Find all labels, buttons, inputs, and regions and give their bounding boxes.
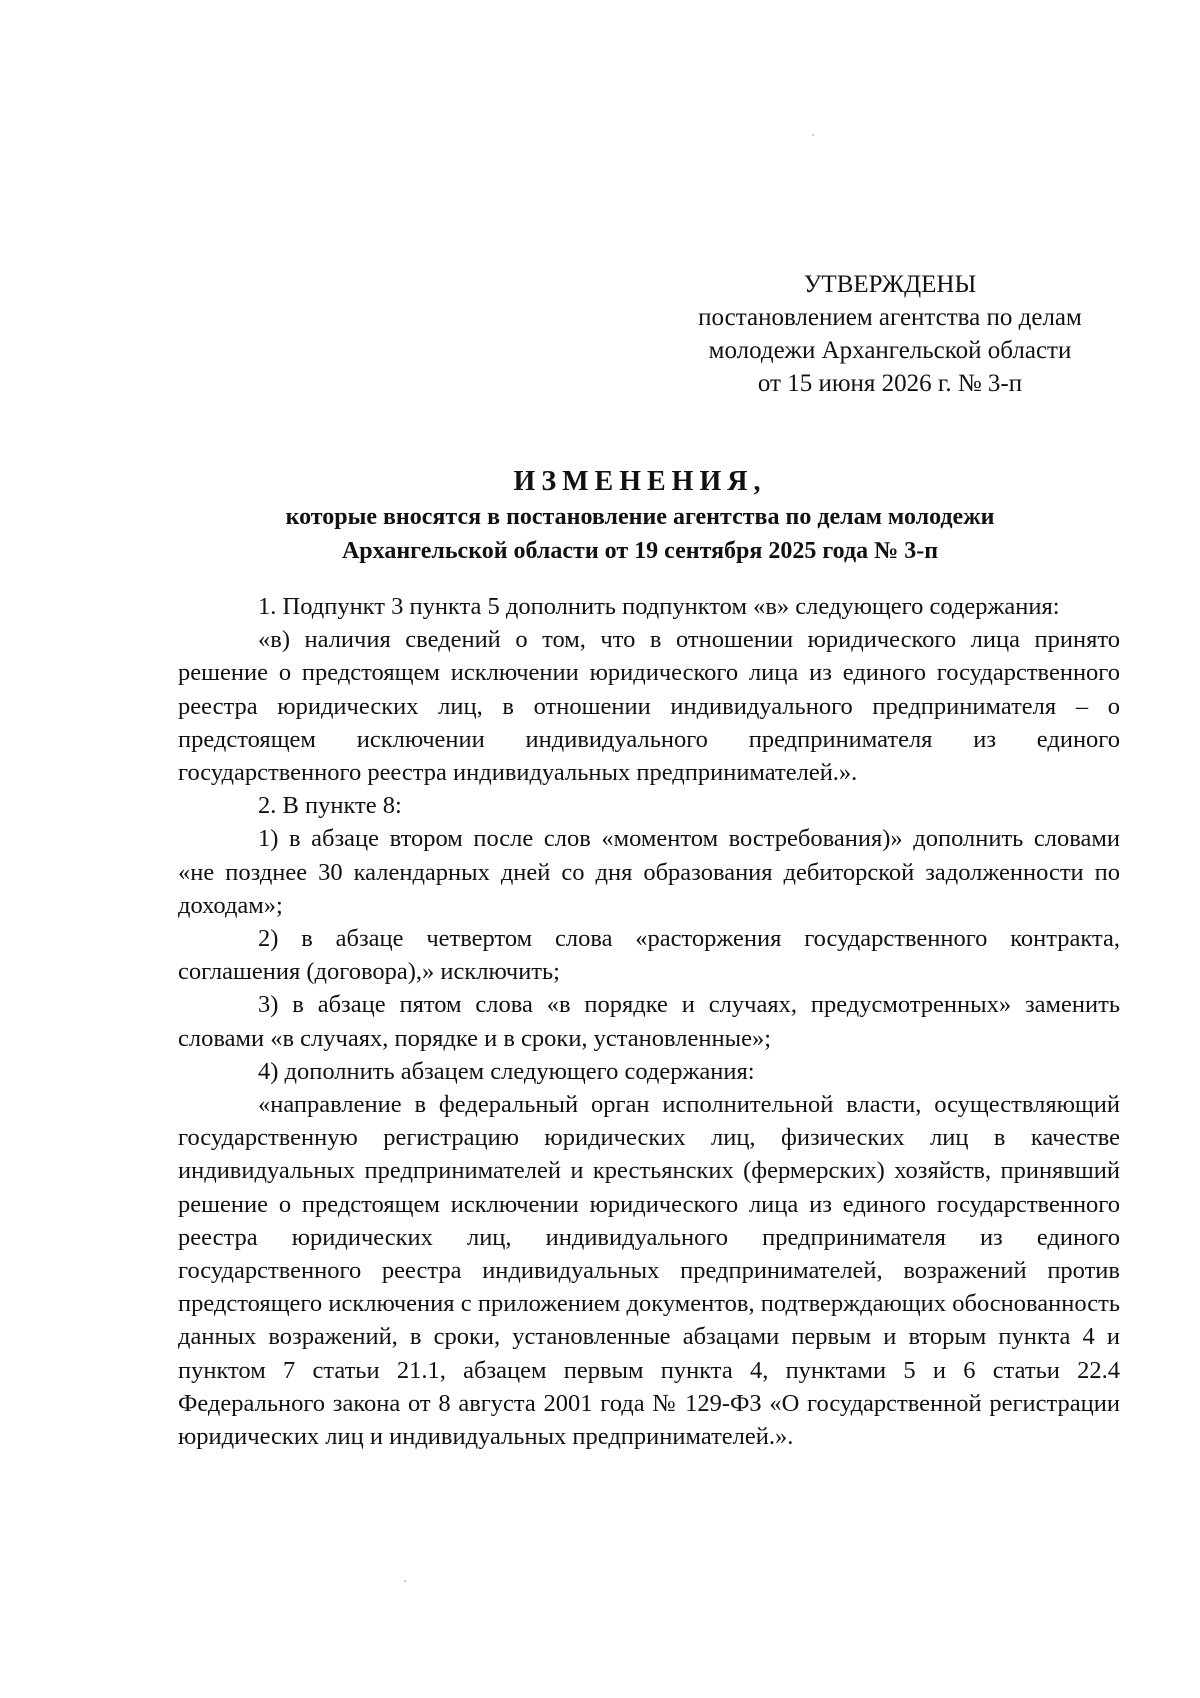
paragraph-new-abzac: «направление в федеральный орган исполнительной власти, осуществляющий государственную регистрацию юридических лиц, физических лиц в качестве индивидуальных предпринимателей и крестьянских (фермерских) хозяйств, принявший решение о предстоящем исключении юридического лица из единого государственного реестра юридических лиц, индивидуального предпринимателя из единого государственного реестра индивидуальных предпринимателей, возражений против предстоящего исключения с приложением документов, подтверждающих обоснованность данных возражений, в сроки, установленные абзацами первым и вторым пункта 4 и пунктом 7 статьи 21.1, абзацем первым пункта 4, пунктами 5 и 6 статьи 22.4 Федерального закона от 8 августа 2001 года № 129-ФЗ «О государственной регистрации юридических лиц и индивидуальных предпринимателей.». bbox=[178, 1091, 1120, 1451]
heading-title: ИЗМЕНЕНИЯ, bbox=[513, 466, 767, 497]
approval-block bbox=[660, 268, 1120, 400]
paragraph-subitem-v: «в) наличия сведений о том, что в отношении юридического лица принято решение о предстоящем исключении юридического лица из единого государственного реестра юридических лиц, в отношении индивидуального предпринимателя – о предстоящем исключении индивидуального предпринимателя из единого государственного реестра индивидуальных предпринимателей.». bbox=[178, 626, 1120, 787]
paragraph-subitem-2: 2) в абзаце четвертом слова «расторжения государственного контракта, соглашения (договора),» исключить; bbox=[178, 925, 1120, 986]
approval-line-3: от 15 июня 2026 г. № 3-п bbox=[757, 370, 1023, 397]
scan-speck bbox=[404, 1580, 406, 1582]
approval-line-2: молодежи Архангельской области bbox=[708, 337, 1072, 364]
heading-subtitle-line-2: Архангельской области от 19 сентября 2025 года № 3-п bbox=[341, 538, 939, 564]
approval-line-1: постановлением агентства по делам bbox=[698, 304, 1082, 331]
paragraph-subitem-1: 1) в абзаце втором после слов «моментом востребования)» дополнить словами «не позднее 30 календарных дней со дня образования дебиторской задолженности по доходам»; bbox=[178, 825, 1120, 919]
document-heading bbox=[160, 464, 1120, 568]
approval-title: УТВЕРЖДЕНЫ bbox=[803, 271, 977, 298]
document-body bbox=[178, 590, 1120, 1453]
paragraph-subitem-3: 3) в абзаце пятом слова «в порядке и случаях, предусмотренных» заменить словами «в случаях, порядке и в сроки, установленные»; bbox=[178, 991, 1120, 1052]
heading-subtitle-line-1: которые вносятся в постановление агентства по делам молодежи bbox=[285, 504, 995, 530]
paragraph-subitem-4: 4) дополнить абзацем следующего содержания: bbox=[258, 1057, 755, 1085]
paragraph-item-1: 1. Подпункт 3 пункта 5 дополнить подпунктом «в» следующего содержания: bbox=[258, 593, 1060, 620]
paragraph-item-2: 2. В пункте 8: bbox=[258, 792, 402, 820]
scan-speck bbox=[812, 134, 814, 136]
